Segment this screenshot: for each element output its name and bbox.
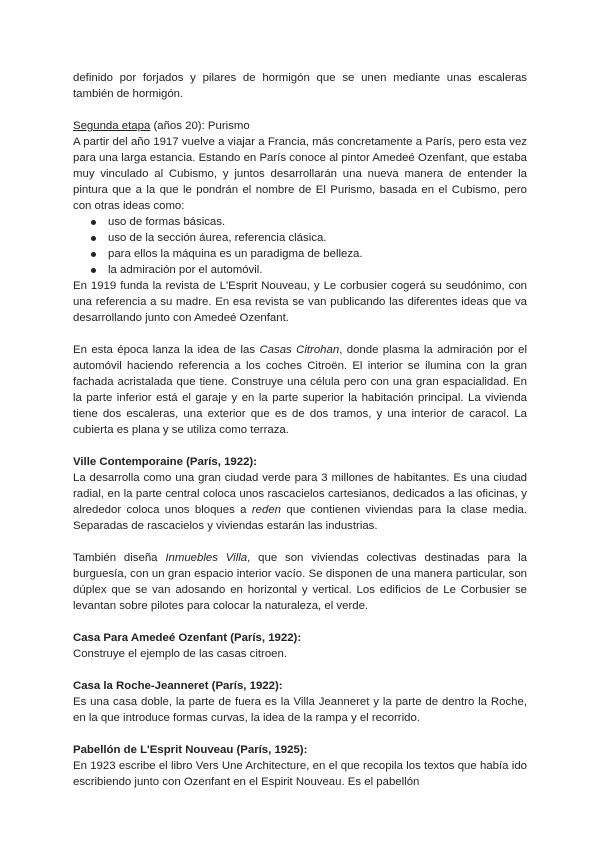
inmuebles-text-before: También diseña	[73, 552, 166, 564]
ville-heading: Ville Contemporaine (París, 1922):	[73, 456, 258, 468]
pabellon-heading: Pabellón de L'Esprit Nouveau (París, 1925):	[73, 744, 308, 756]
segunda-etapa-label: Segunda etapa	[73, 120, 151, 132]
ozenfant-heading: Casa Para Amedeé Ozenfant (París, 1922):	[73, 632, 302, 644]
ville-paragraph	[73, 470, 527, 534]
ville-text-after: que contienen viviendas para la clase media. Separadas de rascacielos y viviendas estarán las industrias.	[73, 504, 527, 532]
inmuebles-italic: Inmuebles Villa	[165, 552, 248, 564]
ozenfant-paragraph: Construye el ejemplo de las casas citroen.	[73, 648, 287, 660]
etapa-paragraph: A partir del año 1917 vuelve a viajar a Francia, más concretamente a París, pero esta vez para una larga estancia. Estando en París conoce al pintor Amedeé Ozenfant, que estaba muy vinculado al Cubismo, y juntos desarrollarán una nueva manera de entender la pintura que a la que le pondrán el nombre de El Purismo, basada en el Cubismo, pero con otras ideas como:	[73, 136, 527, 212]
inmuebles-paragraph	[73, 550, 527, 614]
intro-paragraph: definido por forjados y pilares de hormigón que se unen mediante unas escaleras también de hormigón.	[73, 72, 527, 100]
inmuebles-text-after: , que son viviendas colectivas destinadas para la burguesía, con un gran espacio interior vacío. Se disponen de una manera particular, son dúplex que se van adosando en horizontal y vertical. Los edificios de Le Corbusier se levantan sobre pilotes para colocar la naturaleza, el verde.	[73, 552, 527, 612]
roche-paragraph: Es una casa doble, la parte de fuera es la Villa Jeanneret y la parte de dentro la Roche, en la que introduce formas curvas, la idea de la rampa y el recorrido.	[73, 696, 527, 724]
document-body	[73, 70, 527, 790]
bullet-item: uso de la sección áurea, referencia clásica.	[108, 230, 527, 246]
section-heading-segunda-etapa	[73, 118, 527, 134]
pabellon-paragraph: En 1923 escribe el libro Vers Une Architecture, en el que recopila los textos que había ido escribiendo junto con Ozenfant en el Espirit Nouveau. Es el pabellón	[73, 760, 527, 788]
citrohan-text-after: , donde plasma la admiración por el automóvil haciendo referencia a los coches Citroën. El interior se ilumina con la gran fachada acristalada que tiene. Construye una célula pero con una gran espacialidad. En la parte inferior está el garaje y en la parte superior la habitación principal. La vivienda tiene dos escaleras, una exterior que es de dos tramos, y una interior de caracol. La cubierta es plana y se utiliza como terraza.	[73, 344, 527, 436]
citrohan-paragraph	[73, 342, 527, 438]
bullet-item: la admiración por el automóvil.	[108, 262, 527, 278]
citrohan-text-before: En esta época lanza la idea de las	[73, 344, 260, 356]
segunda-etapa-subtitle: (años 20): Purismo	[150, 120, 250, 132]
bullet-item: uso de formas básicas.	[108, 214, 527, 230]
roche-heading: Casa la Roche-Jeanneret (París, 1922):	[73, 680, 283, 692]
citrohan-italic: Casas Citrohan	[259, 344, 340, 356]
ville-text-before: La desarrolla como una gran ciudad verde para 3 millones de habitantes. Es una ciudad radial, en la parte central coloca unos rascacielos cartesianos, dedicados a las oficinas, y alrededor coloca unos bloques a	[73, 472, 527, 516]
purismo-bullet-list	[73, 214, 527, 278]
bullet-item: para ellos la máquina es un paradigma de belleza.	[108, 246, 527, 262]
ville-italic: reden	[251, 504, 282, 516]
esprit-nouveau-paragraph: En 1919 funda la revista de L'Esprit Nouveau, y Le corbusier cogerá su seudónimo, con una referencia a su madre. En esa revista se van publicando las diferentes ideas que va desarrollando junto con Amedeé Ozenfant.	[73, 280, 527, 324]
